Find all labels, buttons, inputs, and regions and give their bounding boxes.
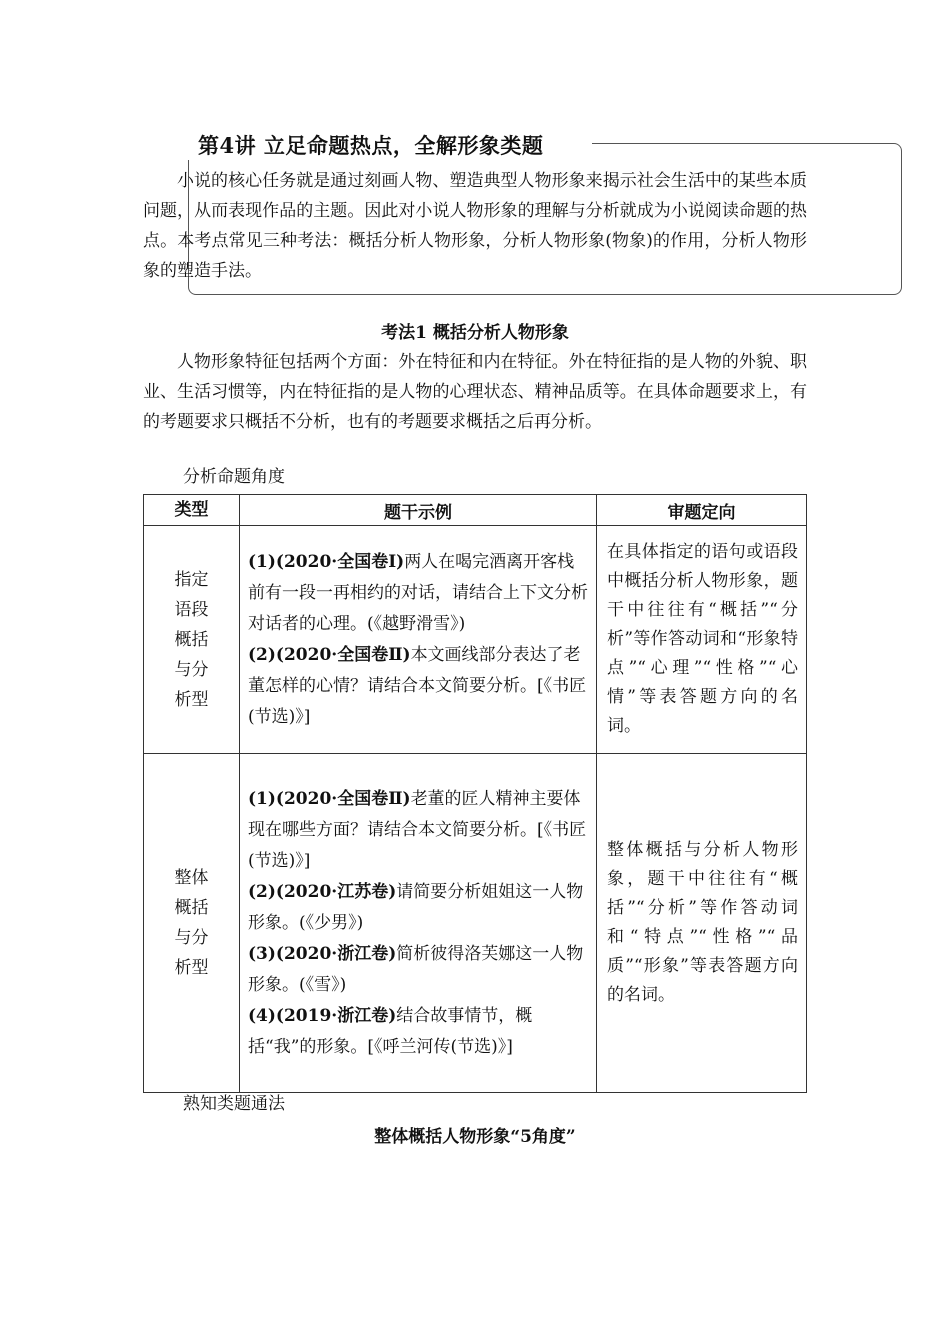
example-text: 结合故事情节，概括“我”的形象。[《呼兰河传(节选)》] <box>248 1005 533 1057</box>
method-body: 人物形象特征包括两个方面：外在特征和内在特征。外在特征指的是人物的外貌、职业、生活习惯等，内在特征指的是人物的心理状态、精神品质等。在具体命题要求上，有的考题要求只概括不分析，也有的考题要求概括之后再分析。 <box>143 352 807 432</box>
example-text: 简析彼得洛芙娜这一人物形象。(《雪》) <box>248 943 584 995</box>
direction-cell: 在具体指定的语句或语段中概括分析人物形象，题干中往往有“概括”“分析”等作答动词和“形象特点”“心理”“性格”“心情”等表答题方向的名词。 <box>597 526 807 754</box>
type-char: 与分 <box>174 928 209 948</box>
example-source: (2)(2020·全国卷Ⅱ) <box>248 644 411 665</box>
example-source: (3)(2020·浙江卷) <box>248 943 397 964</box>
type-char: 整体 <box>174 868 209 888</box>
example-source: (1)(2020·全国卷Ⅱ) <box>248 788 411 809</box>
example-item <box>248 784 590 877</box>
angle-label: 分析命题角度 <box>183 467 285 487</box>
example-item <box>248 939 590 1001</box>
example-item <box>248 640 590 733</box>
lecture-intro: 小说的核心任务就是通过刻画人物、塑造典型人物形象来揭示社会生活中的某些本质问题，从而表现作品的主题。因此对小说人物形象的理解与分析就成为小说阅读命题的热点。本考点常见三种考法：概括分析人物形象，分析人物形象(物象)的作用，分析人物形象的塑造手法。 <box>143 171 807 281</box>
type-char: 语段 <box>174 599 209 620</box>
example-cell <box>240 526 597 754</box>
method-heading: 考法1 概括分析人物形象 <box>381 323 569 343</box>
example-text: 两人在喝完酒离开客栈前有一段一再相约的对话，请结合上下文分析对话者的心理。(《越野滑雪》) <box>248 551 588 634</box>
example-item <box>248 547 590 640</box>
type-char: 与分 <box>174 659 209 680</box>
section-heading: 整体概括人物形象“5角度” <box>374 1127 576 1147</box>
example-item <box>248 1001 590 1063</box>
direction-cell: 整体概括与分析人物形象，题干中往往有“概括”“分析”等作答动词和“特点”“性格”“品质”“形象”等表答题方向的名词。 <box>597 754 807 1093</box>
type-char: 概括 <box>174 898 209 918</box>
type-char: 析型 <box>174 958 209 978</box>
method-label: 熟知类题通法 <box>183 1094 285 1114</box>
example-text: 老董的匠人精神主要体现在哪些方面？请结合本文简要分析。[《书匠(节选)》] <box>248 788 587 871</box>
example-source: (4)(2019·浙江卷) <box>248 1005 397 1026</box>
example-source: (2)(2020·江苏卷) <box>248 881 397 902</box>
lecture-title: 第4讲 立足命题热点，全解形象类题 <box>198 133 544 158</box>
header-direction: 审题定向 <box>597 495 807 526</box>
type-char: 析型 <box>174 689 209 710</box>
example-text: 本文画线部分表达了老董怎样的心情？请结合本文简要分析。[《书匠(节选)》] <box>248 644 587 727</box>
example-item <box>248 877 590 939</box>
type-char: 概括 <box>174 629 209 650</box>
header-type: 类型 <box>144 495 240 526</box>
table-row <box>144 754 807 1093</box>
example-text: 请简要分析姐姐这一人物形象。(《少男》) <box>248 881 584 933</box>
type-cell <box>144 754 240 1093</box>
analysis-table <box>143 494 807 1093</box>
type-cell <box>144 526 240 754</box>
type-char: 指定 <box>174 569 209 590</box>
table-header-row <box>144 495 807 526</box>
example-source: (1)(2020·全国卷Ⅰ) <box>248 551 405 572</box>
table-row <box>144 526 807 754</box>
header-example: 题干示例 <box>240 495 597 526</box>
example-cell <box>240 754 597 1093</box>
